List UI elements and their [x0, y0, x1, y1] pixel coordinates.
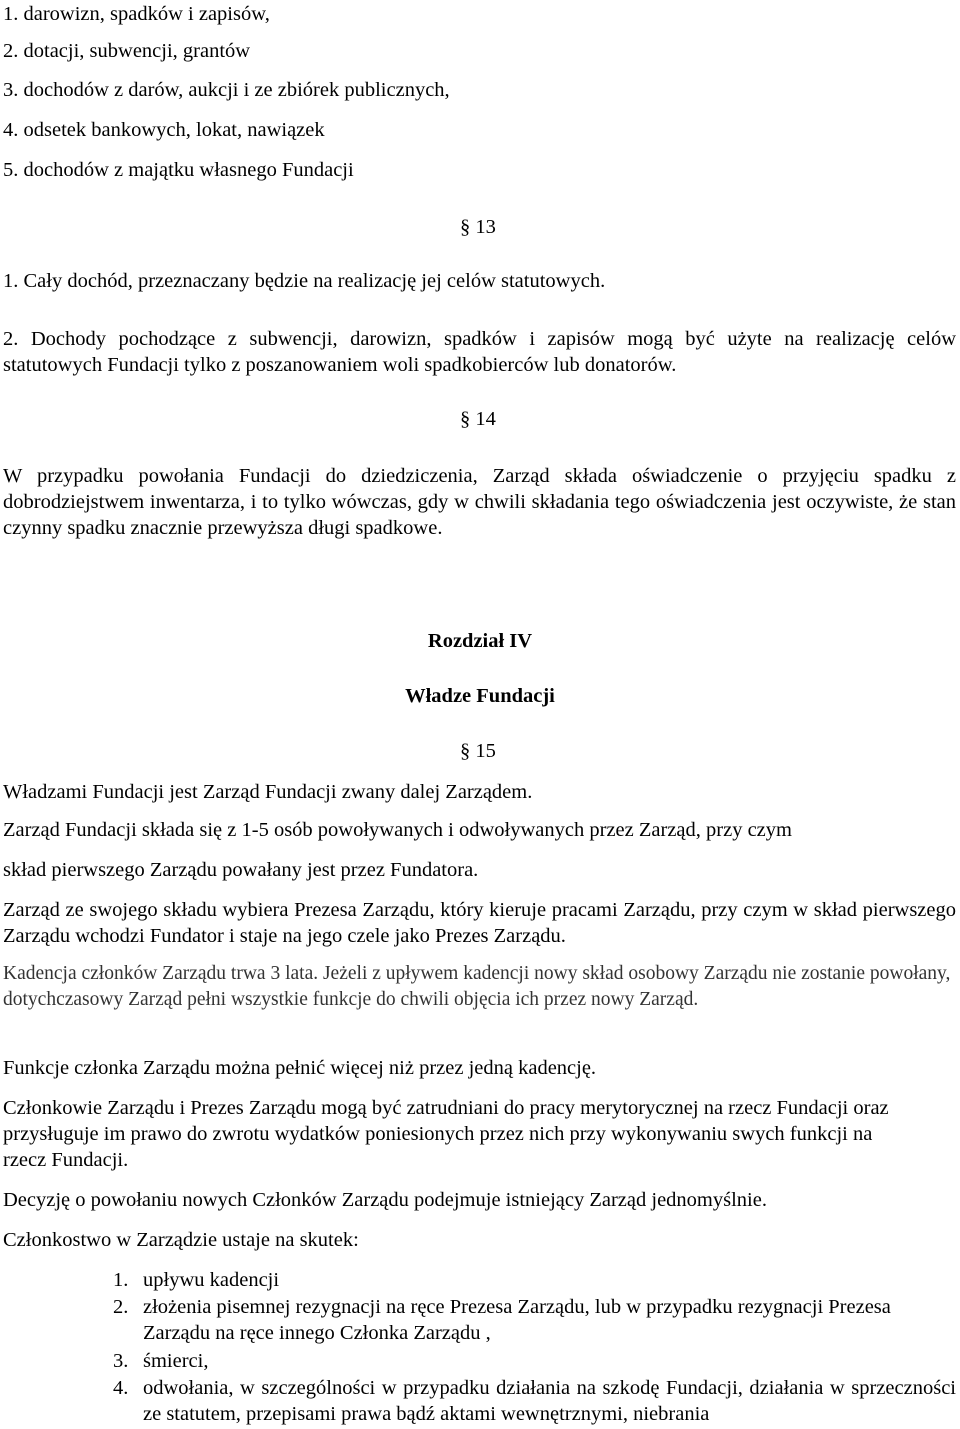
termination-item-number: 3. [113, 1350, 129, 1372]
termination-item-number: 4. [113, 1377, 129, 1399]
termination-item-text: złożenia pisemnej rezygnacji na ręce Prezesa Zarządu, lub w przypadku rezygnacji Prezesa Zarządu na ręce innego Członka Zarządu , [143, 1296, 891, 1344]
section-14-paragraph: W przypadku powołania Fundacji do dziedziczenia, Zarząd składa oświadczenie o przyjęciu spadku z dobrodziejstwem inwentarza, i to tylko wówczas, gdy w chwili składania tego oświadczenia jest oczywiste, że stan czynny spadku znacznie przewyższa długi spadkowe. [3, 465, 956, 539]
termination-item-text: śmierci, [143, 1350, 209, 1372]
income-item-4: 4. odsetek bankowych, lokat, nawiązek [3, 119, 325, 141]
chapter-number: Rozdział IV [427, 630, 533, 652]
termination-item [113, 1375, 956, 1427]
section-13-paragraph-1: 1. Cały dochód, przeznaczany będzie na realizację jej celów statutowych. [3, 270, 606, 292]
chapter-title: Władze Fundacji [405, 685, 555, 707]
section-15-paragraph-6: Członkowie Zarządu i Prezes Zarządu mogą być zatrudniani do pracy merytorycznej na rzecz Fundacji oraz przysługuje im prawo do zwrotu wydatków poniesionych przez nich przy wykonywaniu swych funkcji na rzecz Fundacji. [3, 1097, 889, 1171]
section-15-paragraph-4: Kadencja członków Zarządu trwa 3 lata. Jeżeli z upływem kadencji nowy skład osobowy Zarządu nie zostanie powołany, dotychczasowy Zarząd pełni wszystkie funkcje do chwili objęcia ich przez nowy Zarząd. [3, 963, 951, 1010]
section-14-heading: § 14 [460, 408, 496, 430]
income-item-1: 1. darowizn, spadków i zapisów, [3, 3, 270, 25]
section-15-heading: § 15 [460, 740, 496, 762]
income-item-5: 5. dochodów z majątku własnego Fundacji [3, 159, 354, 181]
section-15-paragraph-2b: skład pierwszego Zarządu powałany jest przez Fundatora. [3, 859, 479, 881]
termination-item-number: 1. [113, 1269, 129, 1291]
termination-item [113, 1348, 956, 1374]
section-13-heading: § 13 [460, 216, 496, 238]
termination-item-number: 2. [113, 1296, 129, 1318]
termination-item-text: upływu kadencji [143, 1269, 280, 1291]
section-15-paragraph-3: Zarząd ze swojego składu wybiera Prezesa Zarządu, który kieruje pracami Zarządu, przy czym w skład pierwszego Zarządu wchodzi Fundator i staje na jego czele jako Prezes Zarządu. [3, 899, 956, 947]
section-15-paragraph-1: Władzami Fundacji jest Zarząd Fundacji zwany dalej Zarządem. [3, 781, 533, 803]
section-15-paragraph-5: Funkcje członka Zarządu można pełnić więcej niż przez jedną kadencję. [3, 1057, 597, 1079]
termination-item [113, 1294, 940, 1346]
income-item-2: 2. dotacji, subwencji, grantów [3, 40, 251, 62]
section-15-paragraph-7: Decyzję o powołaniu nowych Członków Zarządu podejmuje istniejący Zarząd jednomyślnie. [3, 1189, 767, 1211]
section-13-paragraph-2: 2. Dochody pochodzące z subwencji, darowizn, spadków i zapisów mogą być użyte na realizację celów statutowych Fundacji tylko z poszanowaniem woli spadkobierców lub donatorów. [3, 328, 956, 376]
section-15-paragraph-8: Członkostwo w Zarządzie ustaje na skutek: [3, 1229, 359, 1251]
section-15-paragraph-2a: Zarząd Fundacji składa się z 1-5 osób powoływanych i odwoływanych przez Zarząd, przy czym [3, 819, 792, 841]
termination-item [113, 1267, 956, 1293]
termination-item-text: odwołania, w szczególności w przypadku działania na szkodę Fundacji, działania w sprzeczności ze statutem, przepisami prawa bądź aktami wewnętrznymi, niebrania [143, 1377, 956, 1425]
income-item-3: 3. dochodów z darów, aukcji i ze zbiórek publicznych, [3, 79, 450, 101]
